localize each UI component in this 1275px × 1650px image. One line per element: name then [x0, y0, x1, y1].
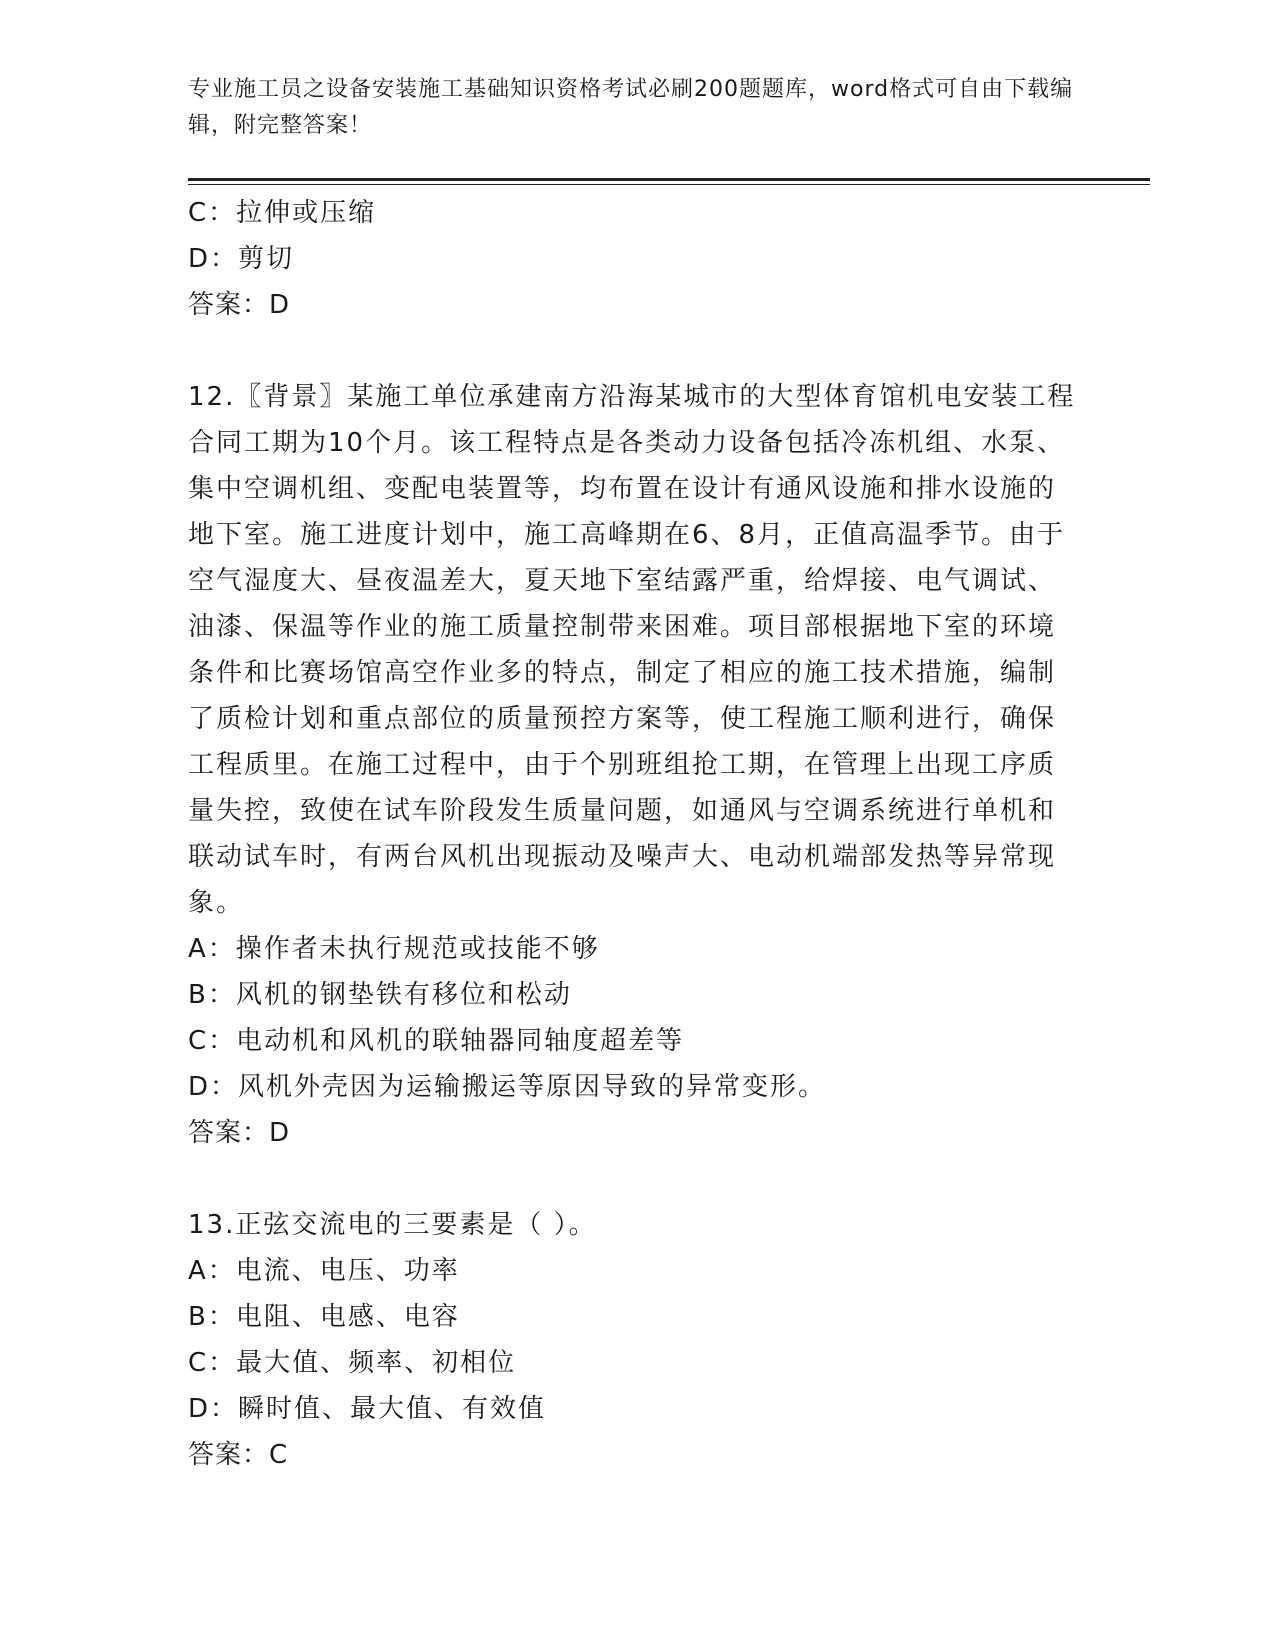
option-d: D：剪切 [188, 244, 295, 274]
option-b: B：电阻、电感、电容 [188, 1302, 460, 1332]
question-text: 12.〖背景〗某施工单位承建南方沿海某城市的大型体育馆机电安装工程合同工期为10个月。该工程特点是各类动力设备包括冷冻机组、水泵、集中空调机组、变配电装置等，均布置在设计有通风设施和排水设施的地下室。施工进度计划中，施工高峰期在6、8月，正值高温季节。由于空气湿度大、昼夜温差大，夏天地下室结露严重，给焊接、电气调试、油漆、保温等作业的施工质量控制带来困难。项目部根据地下室的环境条件和比赛场馆高空作业多的特点，制定了相应的施工技术措施，编制了质检计划和重点部位的质量预控方案等，使工程施工顺利进行，确保工程质里。在施工过程中，由于个别班组抢工期，在管理上出现工序质量失控，致使在试车阶段发生质量问题，如通风与空调系统进行单机和联动试车时，有两台风机出现振动及噪声大、电动机端部发热等异常现象。 [188, 382, 1076, 918]
answer-line: 答案：C [188, 1440, 289, 1470]
option-d: D：瞬时值、最大值、有效值 [188, 1394, 547, 1424]
answer-line: 答案：D [188, 1118, 291, 1148]
option-a: A：电流、电压、功率 [188, 1256, 460, 1286]
option-c: C：电动机和风机的联轴器同轴度超差等 [188, 1026, 685, 1056]
document-body [188, 190, 1088, 1478]
question-12 [188, 374, 1088, 1156]
answer-line: 答案：D [188, 290, 291, 320]
option-c: C：最大值、频率、初相位 [188, 1348, 517, 1378]
header-divider-thick [188, 178, 1150, 181]
option-b: B：风机的钢垫铁有移位和松动 [188, 980, 572, 1010]
question-text: 13.正弦交流电的三要素是（ ）。 [188, 1210, 597, 1240]
spacer [188, 1156, 1088, 1202]
header-divider-thin [188, 184, 1150, 185]
document-header: 专业施工员之设备安装施工基础知识资格考试必刷200题题库，word格式可自由下载编辑，附完整答案！ [188, 77, 1074, 138]
question-13 [188, 1202, 1088, 1478]
spacer [188, 328, 1088, 374]
option-d: D：风机外壳因为运输搬运等原因导致的异常变形。 [188, 1072, 827, 1102]
option-a: A：操作者未执行规范或技能不够 [188, 934, 600, 964]
question-11-tail [188, 190, 1088, 328]
option-c: C：拉伸或压缩 [188, 198, 377, 228]
